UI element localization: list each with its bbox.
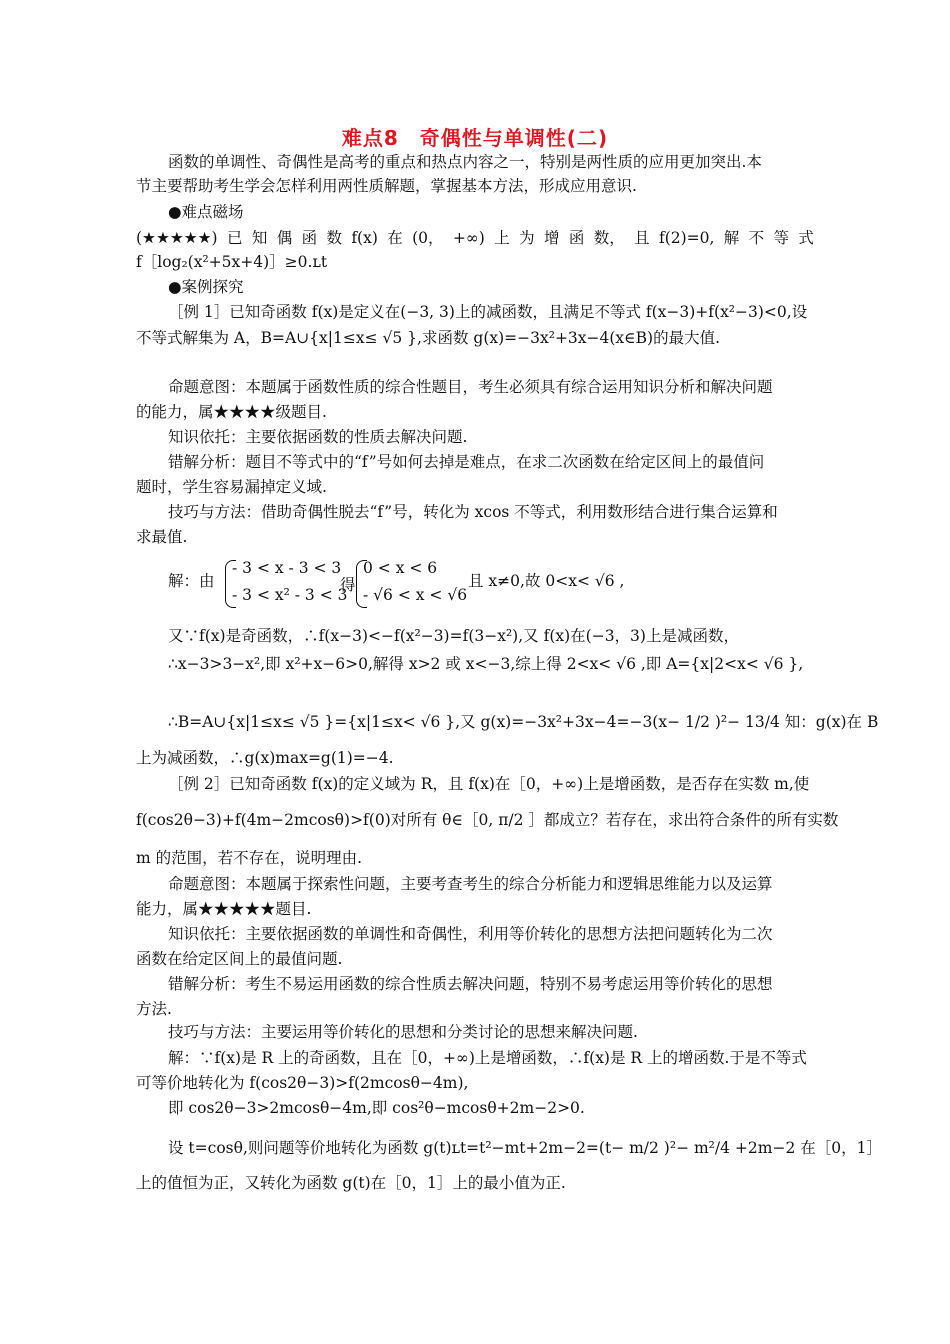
example2-error-1: 错解分析：考生不易运用函数的综合性质去解决问题，特别不易考虑运用等价转化的思想 [168,975,773,993]
example2-intent-1: 命题意图：本题属于探索性问题，主要考查考生的综合分析能力和逻辑思维能力以及运算 [168,875,773,893]
magnet-line-part: 等 [773,229,790,247]
magnet-line-part: +∞) [452,229,485,247]
example1-line-2: 不等式解集为 A，B=A∪{x|1≤x≤ √5 },求函数 g(x)=−3x²+3x−4(x∈B)的最大值. [136,329,721,347]
solution1-line-2: 又∵f(x)是奇函数，∴f(x−3)<−f(x²−3)=f(3−x²),又 f(x)在(−3，3)上是减函数， [168,627,739,645]
magnet-line-part: f(2)=0, [658,229,715,247]
intro-line-2: 节主要帮助考生学会怎样利用两性质解题，掌握基本方法，形成应用意识. [136,177,637,195]
solution1-line-3: ∴x−3>3−x²,即 x²+x−6>0,解得 x>2 或 x<−3,综上得 2<x< √6 ,即 A={x|2<x< √6 }, [168,655,804,673]
magnet-line-part: 偶 [276,229,293,247]
example1-knowledge: 知识依托：主要依据函数的性质去解决问题. [168,428,468,446]
example2-line-3: m 的范围，若不存在，说明理由. [136,849,363,867]
magnet-line-part: 增 [543,229,560,247]
magnet-line-part: (0， [412,229,444,247]
magnet-line-part: 已 [226,229,243,247]
solution2-line-4: 设 t=cosθ,则问题等价地转化为函数 g(t)ʟt=t²−mt+2m−2=(t− m/2 )²− m²/4 +2m−2 在［0，1］ [168,1139,882,1157]
solution2-line-2: 可等价地转化为 f(cos2θ−3)>f(2mcosθ−4m), [136,1074,469,1092]
solution1-mid: 得 [340,576,356,594]
magnet-line-part: 解 [723,229,740,247]
example1-line-1: ［例 1］已知奇函数 f(x)是定义在(−3, 3)上的减函数，且满足不等式 f(x−3)+f(x²−3)<0,设 [168,303,808,321]
magnet-line-part: 函 [301,229,318,247]
solution2-line-3: 即 cos2θ−3>2mcosθ−4m,即 cos²θ−mcosθ+2m−2>0. [168,1099,585,1117]
magnet-line-part: 在 [387,229,403,247]
magnet-line-part: 知 [251,229,268,247]
example2-line-2: f(cos2θ−3)+f(4m−2mcosθ)>f(0)对所有 θ∈［0, π/2 ］都成立？若存在，求出符合条件的所有实数 [136,811,839,829]
section-heading-magnet: ●难点磁场 [168,203,244,221]
magnet-line-part: 数， [593,229,625,247]
example1-skill-1: 技巧与方法：借助奇偶性脱去“f”号，转化为 xcos 不等式，利用数形结合进行集合运算和 [168,503,778,521]
magnet-line-part: f(x) [351,229,378,247]
solution2-line-1: 解：∵f(x)是 R 上的奇函数，且在［0，+∞)上是增函数，∴f(x)是 R 上的增函数.于是不等式 [168,1049,807,1067]
magnet-line-part: (★★★★★) [136,229,218,247]
example2-knowledge-2: 函数在给定区间上的最值问题. [136,950,343,968]
solution2-line-5: 上的值恒为正，又转化为函数 g(t)在［0，1］上的最小值为正. [136,1174,566,1192]
example2-line-1: ［例 2］已知奇函数 f(x)的定义域为 R，且 f(x)在［0，+∞)上是增函数，是否存在实数 m,使 [168,775,810,793]
example1-error-1: 错解分析：题目不等式中的“f”号如何去掉是难点，在求二次函数在给定区间上的最值问 [168,453,765,471]
page-title: 难点8 奇偶性与单调性(二) [341,126,609,150]
magnet-line-part: 且 [634,229,650,247]
solution1-line-4: ∴B=A∪{x|1≤x≤ √5 }={x|1≤x< √6 },又 g(x)=−3x²+3x−4=−3(x− 1/2 )²− 13/4 知：g(x)在 B [168,713,879,731]
example2-error-2: 方法. [136,1000,172,1018]
magnet-line-part: 式 [798,229,814,247]
intro-line-1: 函数的单调性、奇偶性是高考的重点和热点内容之一，特别是两性质的应用更加突出.本 [168,153,762,171]
example1-skill-2: 求最值. [136,528,188,546]
magnet-line-part: 数 [326,229,342,247]
solution1-suffix: 且 x≠0,故 0<x< √6 , [468,572,625,590]
system1-eq-a: - 3 < x - 3 < 3 [232,559,342,577]
system2-eq-b: - √6 < x < √6 [363,586,468,604]
magnet-line-part: 上 [494,229,510,247]
magnet-problem-line-2: f［log₂(x²+5x+4)］≥0.ʟt [136,253,328,271]
solution1-line-5: 上为减函数，∴g(x)max=g(1)=−4. [136,749,394,767]
section-heading-cases: ●案例探究 [168,278,244,296]
solution1-prefix: 解：由 [168,572,215,590]
magnet-problem-line-1 [136,228,814,248]
magnet-line-part: 函 [568,229,585,247]
example1-error-2: 题时，学生容易漏掉定义域. [136,478,327,496]
system1-eq-b: - 3 < x² - 3 < 3 [232,586,348,604]
example2-intent-2: 能力，属★★★★★题目. [136,900,312,918]
system2-eq-a: 0 < x < 6 [363,559,438,577]
example1-intent-2: 的能力，属★★★★级题目. [136,403,327,421]
magnet-line-part: 不 [748,229,765,247]
example2-skill: 技巧与方法：主要运用等价转化的思想和分类讨论的思想来解决问题. [168,1023,638,1041]
example1-intent-1: 命题意图：本题属于函数性质的综合性题目，考生必须具有综合运用知识分析和解决问题 [168,378,773,396]
example2-knowledge-1: 知识依托：主要依据函数的单调性和奇偶性，利用等价转化的思想方法把问题转化为二次 [168,925,773,943]
magnet-line-part: 为 [519,229,535,247]
